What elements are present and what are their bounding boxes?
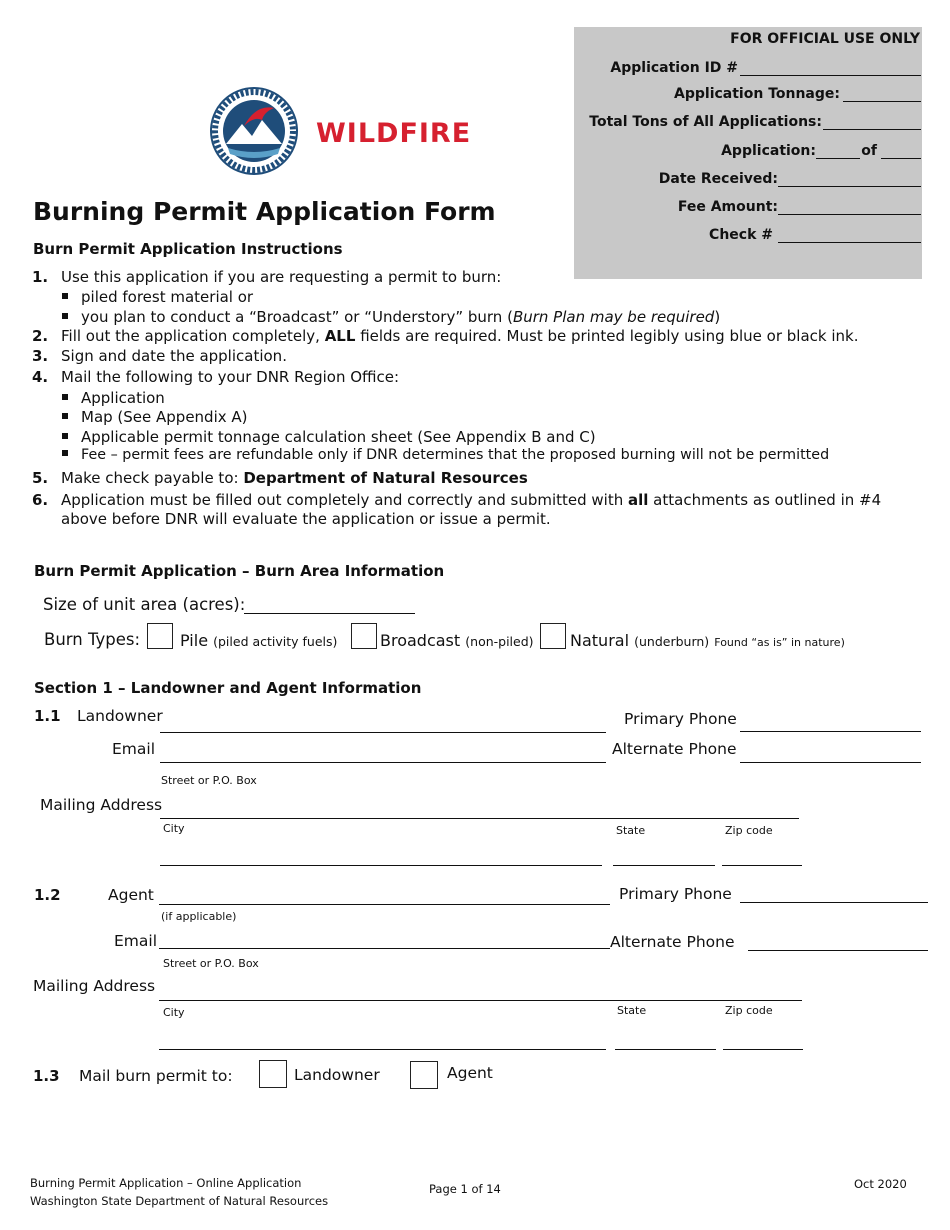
- application-id-label: Application ID #: [610, 60, 738, 76]
- instruction-2: Fill out the application completely, ALL fields are required. Must be printed legibly using blue or black ink.: [61, 327, 859, 345]
- city-caption: City: [163, 822, 185, 835]
- item-1-1: 1.1: [34, 707, 61, 725]
- landowner-email-field[interactable]: [160, 762, 606, 763]
- item-number: 5.: [32, 469, 49, 487]
- size-field[interactable]: [244, 613, 415, 614]
- item-number: 4.: [32, 368, 49, 386]
- agent-email-field[interactable]: [159, 948, 610, 949]
- bullet-item: Map (See Appendix A): [62, 408, 248, 426]
- agent-primary-phone-label: Primary Phone: [619, 885, 732, 903]
- of-label: of: [861, 143, 877, 159]
- application-tonnage-field[interactable]: [843, 101, 921, 102]
- check-label: Check #: [709, 227, 773, 243]
- total-tons-label: Total Tons of All Applications:: [589, 114, 822, 130]
- email-label: Email: [112, 740, 156, 758]
- landowner-city-field[interactable]: [160, 865, 602, 866]
- item-1-2: 1.2: [34, 886, 61, 904]
- section1-heading: Section 1 – Landowner and Agent Information: [34, 679, 422, 697]
- agent-state-field[interactable]: [615, 1049, 716, 1050]
- state-caption: State: [616, 824, 646, 837]
- application-label: Application:: [721, 143, 816, 159]
- agent-zip-field[interactable]: [723, 1049, 803, 1050]
- mail-permit-label: Mail burn permit to:: [79, 1067, 233, 1085]
- landowner-state-field[interactable]: [613, 865, 715, 866]
- agent-zip-caption: Zip code: [725, 1004, 773, 1017]
- application-id-field[interactable]: [740, 75, 921, 76]
- street-caption: Street or P.O. Box: [161, 774, 257, 787]
- total-tons-field[interactable]: [823, 129, 921, 130]
- burn-area-heading: Burn Permit Application – Burn Area Information: [34, 562, 445, 580]
- primary-phone-label: Primary Phone: [624, 710, 737, 728]
- official-use-box: [574, 27, 922, 279]
- item-number: 1.: [32, 268, 49, 286]
- alternate-phone-label: Alternate Phone: [612, 740, 737, 758]
- mail-to-agent-checkbox[interactable]: [410, 1061, 438, 1089]
- instructions-heading: Burn Permit Application Instructions: [33, 240, 343, 258]
- bullet-item: Application: [62, 389, 165, 407]
- landowner-primary-phone-field[interactable]: [740, 731, 921, 732]
- agent-street-field[interactable]: [159, 1000, 802, 1001]
- application-tonnage-label: Application Tonnage:: [674, 86, 840, 102]
- agent-state-caption: State: [617, 1004, 647, 1017]
- pile-checkbox[interactable]: [147, 623, 173, 649]
- mailing-address-label: Mailing Address: [40, 796, 163, 814]
- agent-street-caption: Street or P.O. Box: [163, 957, 259, 970]
- natural-checkbox[interactable]: [540, 623, 566, 649]
- wildfire-wordmark: WILDFIRE: [316, 118, 472, 149]
- check-number-field[interactable]: [778, 242, 921, 243]
- item-1-3: 1.3: [33, 1067, 60, 1085]
- natural-option: Natural (underburn) Found “as is” in nature): [570, 631, 845, 650]
- item-number: 3.: [32, 347, 49, 365]
- agent-option-label: Agent: [447, 1064, 493, 1082]
- burn-types-label: Burn Types:: [44, 630, 141, 649]
- instruction-3: Sign and date the application.: [61, 347, 287, 365]
- bullet-item: Applicable permit tonnage calculation sheet (See Appendix B and C): [62, 428, 596, 446]
- agent-city-field[interactable]: [159, 1049, 606, 1050]
- page-number: Page 1 of 14: [429, 1182, 501, 1196]
- bullet-item: Fee – permit fees are refundable only if DNR determines that the proposed burning will not be permitted: [62, 447, 829, 463]
- landowner-option-label: Landowner: [294, 1066, 380, 1084]
- item-number: 2.: [32, 327, 49, 345]
- date-received-label: Date Received:: [658, 171, 778, 187]
- pile-option: Pile (piled activity fuels): [180, 631, 338, 650]
- form-title: Burning Permit Application Form: [33, 197, 496, 226]
- item-number: 6.: [32, 491, 49, 509]
- landowner-field[interactable]: [160, 732, 606, 733]
- landowner-alternate-phone-field[interactable]: [740, 762, 921, 763]
- if-applicable-caption: (if applicable): [161, 910, 237, 923]
- broadcast-option: Broadcast (non-piled): [380, 631, 534, 650]
- instruction-1: Use this application if you are requesting a permit to burn:: [61, 268, 502, 286]
- instruction-6-cont: above before DNR will evaluate the application or issue a permit.: [61, 510, 551, 528]
- agent-email-label: Email: [114, 932, 158, 950]
- official-heading: FOR OFFICIAL USE ONLY: [730, 31, 920, 47]
- zip-caption: Zip code: [725, 824, 773, 837]
- instruction-4: Mail the following to your DNR Region Office:: [61, 368, 400, 386]
- date-received-field[interactable]: [778, 186, 921, 187]
- agent-alternate-phone-field[interactable]: [748, 950, 928, 951]
- bullet-item: piled forest material or: [62, 288, 253, 306]
- footer-left-2: Washington State Department of Natural Resources: [30, 1194, 329, 1208]
- mail-to-landowner-checkbox[interactable]: [259, 1060, 287, 1088]
- agent-city-caption: City: [163, 1006, 185, 1019]
- landowner-zip-field[interactable]: [722, 865, 802, 866]
- instruction-5: Make check payable to: Department of Natural Resources: [61, 469, 528, 487]
- dnr-seal-logo: [204, 86, 308, 176]
- landowner-label: Landowner: [77, 707, 163, 725]
- landowner-street-field[interactable]: [160, 818, 799, 819]
- agent-field[interactable]: [159, 904, 610, 905]
- agent-mailing-address-label: Mailing Address: [33, 977, 156, 995]
- fee-amount-label: Fee Amount:: [677, 199, 778, 215]
- bullet-item: you plan to conduct a “Broadcast” or “Understory” burn (Burn Plan may be required): [62, 308, 720, 326]
- seal-icon: [204, 86, 308, 176]
- broadcast-checkbox[interactable]: [351, 623, 377, 649]
- agent-primary-phone-field[interactable]: [740, 902, 928, 903]
- application-number-field[interactable]: [816, 158, 860, 159]
- agent-alternate-phone-label: Alternate Phone: [610, 933, 735, 951]
- fee-amount-field[interactable]: [778, 214, 921, 215]
- application-of-field[interactable]: [881, 158, 921, 159]
- size-label: Size of unit area (acres):: [43, 595, 246, 614]
- instruction-6: Application must be filled out completely and correctly and submitted with all attachments as outlined in #4: [61, 491, 882, 509]
- footer-date: Oct 2020: [854, 1177, 907, 1191]
- agent-label: Agent: [108, 886, 154, 904]
- footer-left-1: Burning Permit Application – Online Application: [30, 1176, 302, 1190]
